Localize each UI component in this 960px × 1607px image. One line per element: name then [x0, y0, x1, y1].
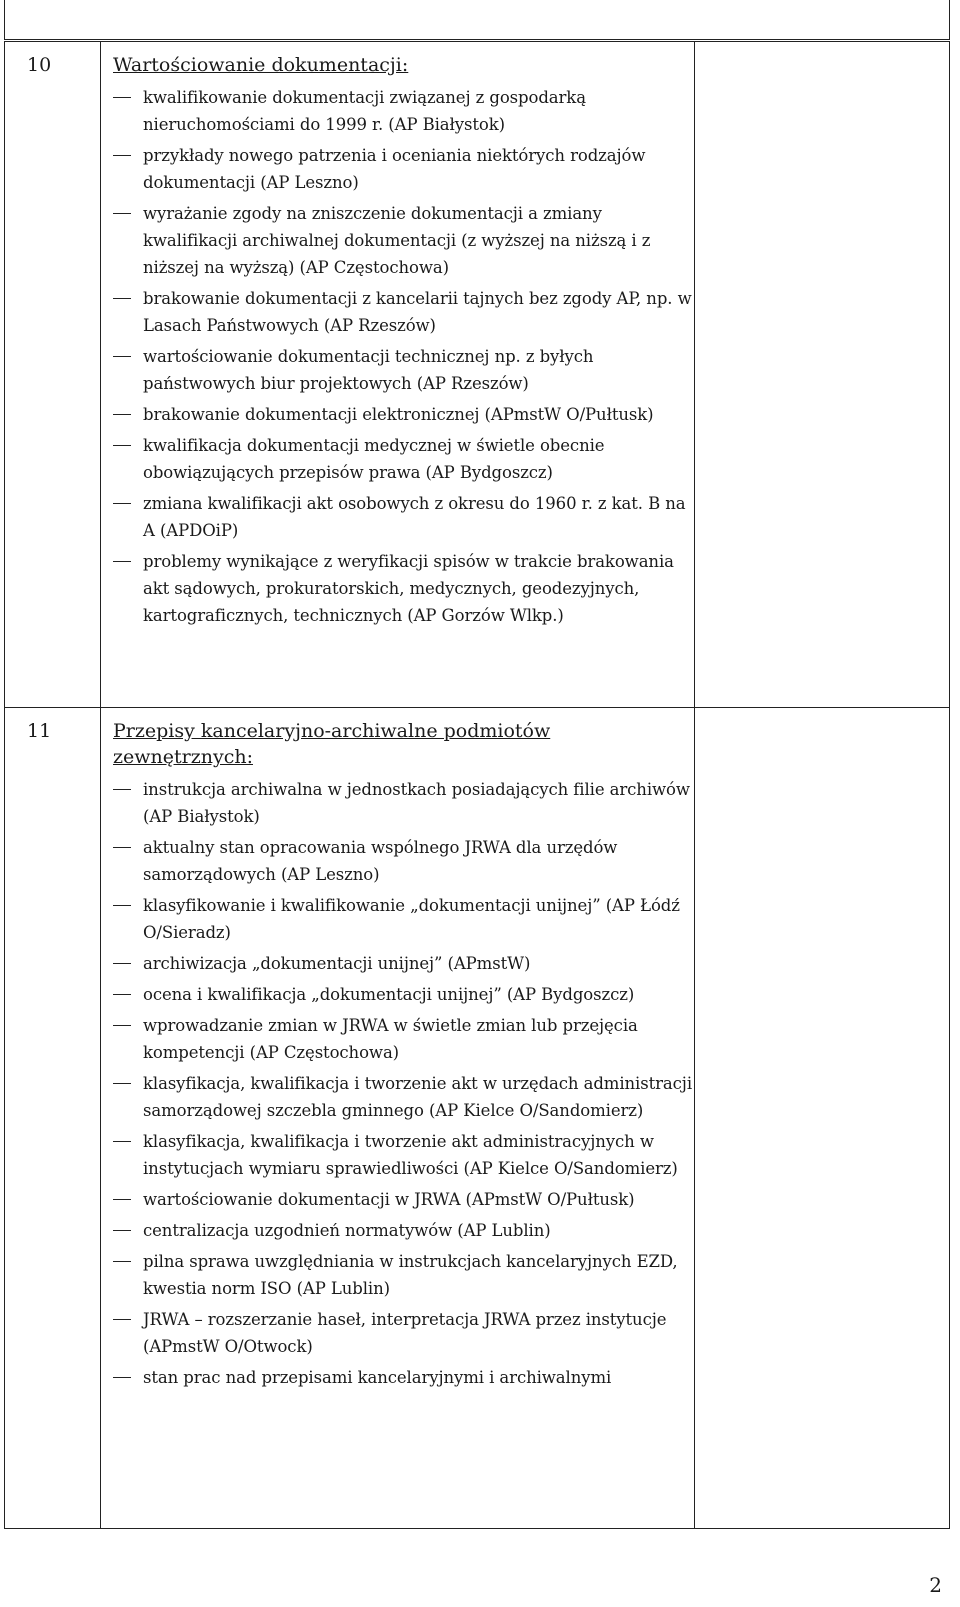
item-list [113, 84, 694, 629]
section-heading: Wartościowanie dokumentacji: [113, 54, 409, 76]
empty-cell [694, 42, 949, 707]
row-number: 10 [5, 42, 101, 707]
list-item: stan prac nad przepisami kancelaryjnymi i archiwalnymi [113, 1364, 694, 1391]
list-item: zmiana kwalifikacji akt osobowych z okresu do 1960 r. z kat. B na A (APDOiP) [113, 490, 694, 544]
list-item: kwalifikowanie dokumentacji związanej z gospodarką nieruchomościami do 1999 r. (AP Białystok) [113, 84, 694, 138]
item-list [113, 776, 694, 1391]
row-content [101, 708, 694, 1528]
list-item: centralizacja uzgodnień normatywów (AP Lublin) [113, 1217, 694, 1244]
list-item: klasyfikacja, kwalifikacja i tworzenie akt w urzędach administracji samorządowej szczebla gminnego (AP Kielce O/Sandomierz) [113, 1070, 694, 1124]
list-item: wartościowanie dokumentacji technicznej np. z byłych państwowych biur projektowych (AP Rzeszów) [113, 343, 694, 397]
list-item: kwalifikacja dokumentacji medycznej w świetle obecnie obowiązujących przepisów prawa (AP Bydgoszcz) [113, 432, 694, 486]
table-header-row [4, 0, 950, 40]
list-item: ocena i kwalifikacja „dokumentacji unijnej” (AP Bydgoszcz) [113, 981, 694, 1008]
empty-cell [694, 708, 949, 1528]
list-item: problemy wynikające z weryfikacji spisów w trakcie brakowania akt sądowych, prokuratorskich, medycznych, geodezyjnych, kartograficznych, technicznych (AP Gorzów Wlkp.) [113, 548, 694, 629]
list-item: instrukcja archiwalna w jednostkach posiadających filie archiwów (AP Białystok) [113, 776, 694, 830]
list-item: JRWA – rozszerzanie haseł, interpretacja JRWA przez instytucje (APmstW O/Otwock) [113, 1306, 694, 1360]
list-item: wartościowanie dokumentacji w JRWA (APmstW O/Pułtusk) [113, 1186, 694, 1213]
list-item: klasyfikowanie i kwalifikowanie „dokumentacji unijnej” (AP Łódź O/Sieradz) [113, 892, 694, 946]
list-item: wyrażanie zgody na zniszczenie dokumentacji a zmiany kwalifikacji archiwalnej dokumentacji (z wyższej na niższą i z niższej na wyższą) (AP Częstochowa) [113, 200, 694, 281]
row-content [101, 42, 694, 707]
page-number: 2 [929, 1573, 942, 1597]
list-item: przykłady nowego patrzenia i oceniania niektórych rodzajów dokumentacji (AP Leszno) [113, 142, 694, 196]
table-row-11 [4, 707, 950, 1529]
section-heading: Przepisy kancelaryjno-archiwalne podmiotów zewnętrznych: [113, 720, 551, 768]
list-item: aktualny stan opracowania wspólnego JRWA dla urzędów samorządowych (AP Leszno) [113, 834, 694, 888]
list-item: wprowadzanie zmian w JRWA w świetle zmian lub przejęcia kompetencji (AP Częstochowa) [113, 1012, 694, 1066]
list-item: archiwizacja „dokumentacji unijnej” (APmstW) [113, 950, 694, 977]
row-number: 11 [5, 708, 101, 1528]
list-item: brakowanie dokumentacji z kancelarii tajnych bez zgody AP, np. w Lasach Państwowych (AP Rzeszów) [113, 285, 694, 339]
list-item: klasyfikacja, kwalifikacja i tworzenie akt administracyjnych w instytucjach wymiaru sprawiedliwości (AP Kielce O/Sandomierz) [113, 1128, 694, 1182]
table-row-10 [4, 41, 950, 708]
list-item: brakowanie dokumentacji elektronicznej (APmstW O/Pułtusk) [113, 401, 694, 428]
list-item: pilna sprawa uwzględniania w instrukcjach kancelaryjnych EZD, kwestia norm ISO (AP Lublin) [113, 1248, 694, 1302]
